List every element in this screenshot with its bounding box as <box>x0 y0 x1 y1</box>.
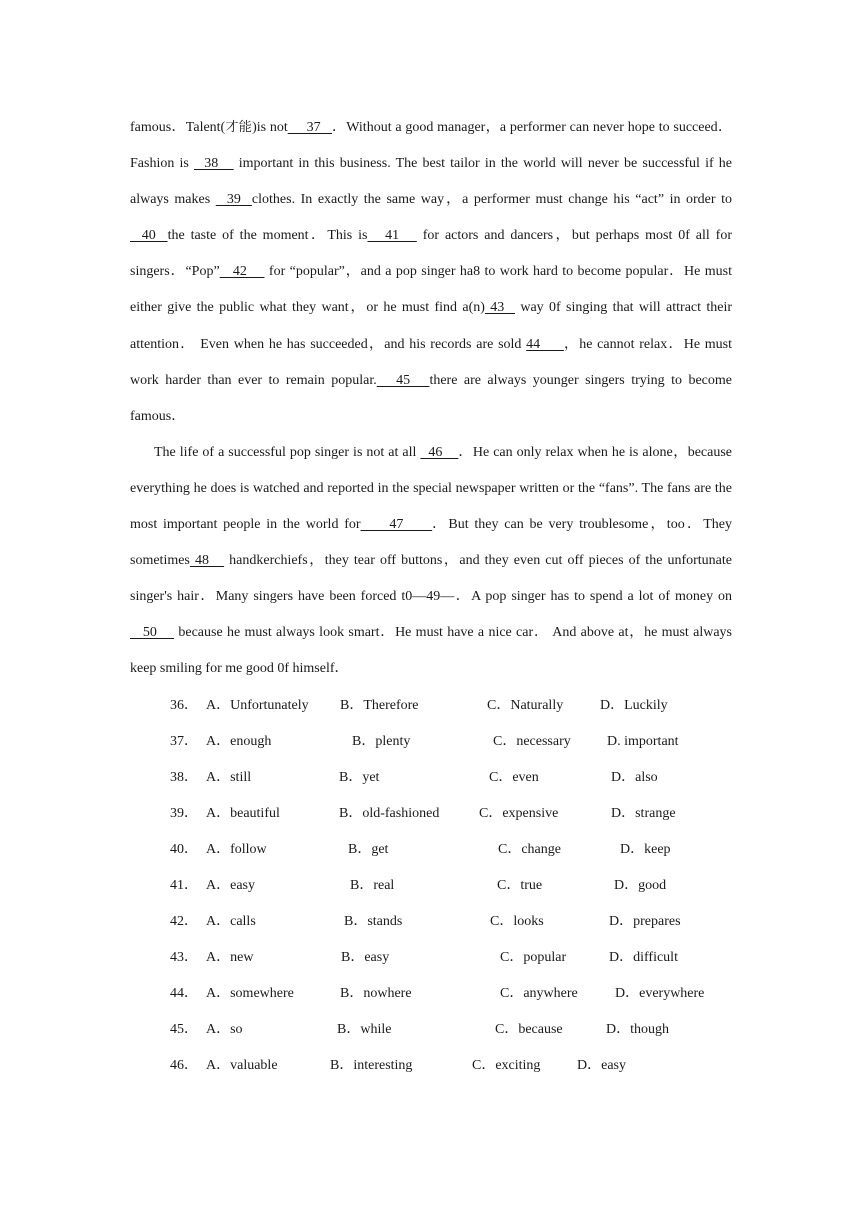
answer-blank: 41 <box>367 228 417 244</box>
option-a: A．calls <box>206 914 256 930</box>
answer-options <box>130 688 732 1085</box>
question-row <box>130 724 732 760</box>
passage-text: important in this business. The best tailor in the world will never be successful if he always makes <box>130 156 732 208</box>
option-c: C．true <box>497 877 543 893</box>
passage-text: there are always younger singers trying to become famous． <box>130 372 732 424</box>
answer-blank: 37 <box>287 120 332 135</box>
option-b: B．easy <box>341 950 390 966</box>
option-a: A．somewhere <box>206 986 294 1002</box>
question-row <box>130 832 732 868</box>
answer-blank: 45 <box>376 372 430 388</box>
option-b: B．stands <box>344 914 403 930</box>
question-row <box>130 976 732 1012</box>
option-d: D．good <box>614 877 667 893</box>
option-d: D．prepares <box>609 914 681 930</box>
passage-text: famous．Talent( <box>130 120 226 135</box>
option-a: A．so <box>206 1022 243 1038</box>
option-c: C．looks <box>490 914 544 930</box>
question-row <box>130 1048 732 1084</box>
question-number: 37． <box>170 733 198 749</box>
question-number: 36． <box>170 697 198 713</box>
answer-blank: 44 <box>526 336 564 352</box>
question-row <box>130 868 732 904</box>
answer-blank: 46 <box>420 444 459 460</box>
passage-text: ，he cannot relax．He must work harder than ever to remain popular. <box>130 336 733 388</box>
option-b: B．yet <box>339 769 380 785</box>
option-d: D．everywhere <box>615 986 705 1002</box>
option-b: B．while <box>337 1022 392 1038</box>
question-number: 41． <box>170 877 198 893</box>
question-number: 46． <box>170 1058 198 1074</box>
option-c: C．popular <box>500 950 567 966</box>
option-b: B．interesting <box>330 1058 413 1074</box>
answer-blank: 38 <box>193 156 234 172</box>
option-a: A．Unfortunately <box>206 697 309 713</box>
option-a: A．beautiful <box>206 805 280 821</box>
passage-text: for actors and dancers，but perhaps most 0f all for singers．“Pop” <box>130 228 733 280</box>
answer-blank: 42 <box>219 264 265 280</box>
passage-text: clothes. In exactly the same way，a performer must change his “act” in order to <box>251 192 732 208</box>
answer-blank: 43 <box>484 300 515 316</box>
question-number: 40． <box>170 841 198 857</box>
answer-blank: 50 <box>130 625 175 641</box>
question-row <box>130 1012 732 1048</box>
question-number: 45． <box>170 1022 198 1038</box>
passage-paragraph-2 <box>130 435 732 688</box>
option-b: B．plenty <box>352 733 411 749</box>
option-c: C．change <box>498 841 561 857</box>
option-d: D．difficult <box>609 950 678 966</box>
option-d: D．though <box>606 1022 669 1038</box>
passage-text: )is not <box>252 120 288 135</box>
answer-blank: 40 <box>130 228 168 244</box>
option-c: C．expensive <box>479 805 559 821</box>
passage-text: ．Without a good manager，a performer can never hope to succeed．Fashion is <box>130 120 732 172</box>
option-b: B．Therefore <box>340 697 419 713</box>
option-d: D．easy <box>577 1058 626 1074</box>
question-number: 43． <box>170 950 198 966</box>
question-number: 44． <box>170 986 198 1002</box>
option-c: C．anywhere <box>500 986 578 1002</box>
passage-paragraph-1 <box>130 110 732 435</box>
option-a: A．valuable <box>206 1058 278 1074</box>
passage-text: the taste of the moment．This is <box>167 228 368 244</box>
option-b: B．real <box>350 877 395 893</box>
option-a: A．follow <box>206 841 267 857</box>
option-a: A．still <box>206 769 252 785</box>
option-c: C．even <box>489 769 539 785</box>
option-c: C．exciting <box>472 1058 541 1074</box>
passage-text: because he must always look smart．He must have a nice car． And above at，he must always keep smiling for me good 0f himself． <box>130 625 732 677</box>
question-row <box>130 796 732 832</box>
passage-text: way 0f singing that will attract their attention． Even when he has succeeded，and his records are sold <box>130 300 733 352</box>
passage-text: for “popular”，and a pop singer ha8 to work hard to become popular．He must either give the public what they want，or he must find a(n) <box>130 264 732 316</box>
answer-blank: 48 <box>189 553 225 569</box>
passage-text: handkerchiefs，they tear off buttons，and they even cut off pieces of the unfortunate singer's hair．Many singers have been forced t0—49—．A pop singer has to spend a lot of money on <box>130 553 732 605</box>
option-d: D. important <box>607 733 679 749</box>
question-number: 38． <box>170 769 198 785</box>
passage-text: The life of a successful pop singer is not at all <box>154 444 421 460</box>
option-a: A．easy <box>206 877 255 893</box>
option-d: D．also <box>611 769 658 785</box>
option-a: A．new <box>206 950 254 966</box>
question-row <box>130 760 732 796</box>
option-a: A．enough <box>206 733 272 749</box>
chinese-gloss: 才能 <box>225 120 253 135</box>
question-number: 39． <box>170 805 198 821</box>
answer-blank: 39 <box>215 192 252 208</box>
question-row <box>130 904 732 940</box>
option-d: D．Luckily <box>600 697 668 713</box>
passage-text: ．He can only relax when he is alone，because everything he does is watched and reported in the special newspaper written or the “fans”. The fans are the most important people in the world for <box>130 444 732 533</box>
question-row <box>130 940 732 976</box>
option-b: B．nowhere <box>340 986 412 1002</box>
option-c: C．Naturally <box>487 697 564 713</box>
document-page <box>130 110 732 1085</box>
answer-blank: 47 <box>360 517 433 533</box>
option-b: B．get <box>348 841 389 857</box>
option-c: C．necessary <box>493 733 571 749</box>
question-row <box>130 688 732 724</box>
passage-text: ．But they can be very troublesome，too．They sometimes <box>130 517 732 569</box>
option-d: D．keep <box>620 841 671 857</box>
question-number: 42． <box>170 914 198 930</box>
option-c: C．because <box>495 1022 563 1038</box>
option-d: D．strange <box>611 805 676 821</box>
option-b: B．old-fashioned <box>339 805 440 821</box>
